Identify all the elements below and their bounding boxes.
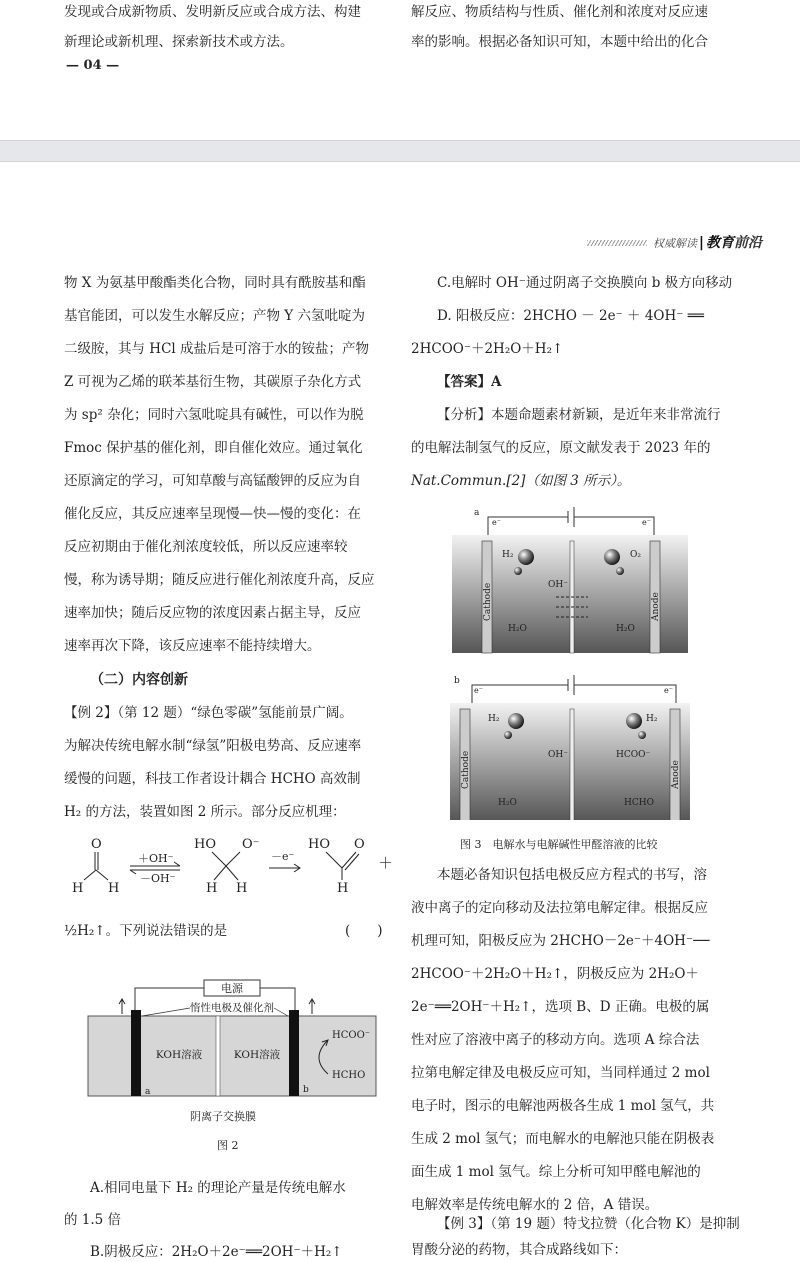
body-line: 面生成 1 mol 氢气。综上分析可知甲醛电解池的 — [411, 1164, 701, 1180]
left-para-line: 慢，称为诱导期；随反应进行催化剂浓度升高，反应 — [64, 572, 375, 588]
figure-2-caption: 图 2 — [217, 1139, 239, 1152]
question-stem-end: ½H₂↑。下列说法错误的是 — [64, 923, 228, 939]
left-solution-label: KOH溶液 — [155, 1049, 203, 1061]
body-line: 电子时，图示的电解池两极各生成 1 mol 氢气，共 — [411, 1098, 715, 1114]
electrode-b — [289, 1010, 299, 1096]
figure-3-caption: 图 3 电解水与电解碱性甲醛溶液的比较 — [460, 838, 658, 851]
body-line: 2HCOO⁻＋2H₂O＋H₂↑，阴极反应为 2H₂O＋ — [411, 966, 699, 982]
electron-label: e⁻ — [664, 686, 673, 695]
atom-h: H — [108, 881, 120, 896]
header-bold-1: 教育 — [706, 235, 734, 251]
left-para-line: 二级胺，其与 HCl 成盐后是可溶于水的铵盐；产物 — [64, 341, 370, 357]
example-3-line: 胃酸分泌的药物，其合成路线如下： — [411, 1242, 627, 1258]
hcoo-label: HCOO⁻ — [616, 750, 651, 760]
right-solution-label: KOH溶液 — [233, 1049, 281, 1061]
reaction-scheme — [64, 832, 394, 902]
oh-label: OH⁻ — [548, 750, 568, 760]
analysis-line: 【分析】本题命题素材新颖，是近年来非常流行 — [437, 407, 721, 423]
membrane — [216, 1016, 220, 1096]
anode-label: Anode — [651, 592, 661, 621]
left-para-line: 速率再次下降，该反应速率不能持续增大。 — [64, 638, 321, 654]
hcoo-label: HCOO⁻ — [332, 1030, 371, 1041]
electron-label: e⁻ — [642, 518, 651, 527]
body-line: 电解效率是传统电解水的 2 倍，A 错误。 — [411, 1197, 659, 1213]
oh-label: OH⁻ — [548, 580, 568, 590]
example-2-line: 为解决传统电解水制“绿氢”阳极电势高、反应速率 — [64, 738, 362, 754]
body-line: 生成 2 mol 氢气；而电解水的电解池只能在阴极表 — [411, 1131, 715, 1147]
page-separator — [0, 140, 800, 162]
option-c: C.电解时 OH⁻通过阴离子交换膜向 b 极方向移动 — [437, 275, 733, 291]
atom-h: H — [337, 881, 349, 896]
atom-o: O — [91, 837, 102, 852]
electron-label: e⁻ — [474, 686, 483, 695]
h2-label: H₂ — [488, 714, 500, 724]
option-d-line-2: 2HCOO⁻＋2H₂O＋H₂↑ — [411, 341, 564, 357]
option-b: B.阴极反应：2H₂O＋2e⁻══2OH⁻＋H₂↑ — [90, 1244, 343, 1260]
left-para-line: 反应初期由于催化剂浓度较低，所以反应速率较 — [64, 539, 348, 555]
top-right-line-2: 率的影响。根据必备知识可知，本题中给出的化合 — [411, 34, 708, 50]
electrode-a-label: a — [145, 1087, 151, 1097]
example-3-line: 【例 3】（第 19 题）特戈拉赞（化合物 K）是抑制 — [437, 1216, 740, 1232]
example-2-line: H₂ 的方法，装置如图 2 所示。部分反应机理： — [64, 804, 346, 820]
body-line: 液中离子的定向移动及法拉第电解定律。根据反应 — [411, 900, 708, 916]
option-a-line-1: A.相同电量下 H₂ 的理论产量是传统电解水 — [90, 1180, 346, 1196]
cathode-label: Cathode — [483, 582, 493, 621]
power-label: 电源 — [221, 982, 243, 995]
left-para-line: 还原滴定的学习，可知草酸与高锰酸钾的反应为自 — [64, 473, 361, 489]
atom-o: O — [354, 837, 365, 852]
left-para-line: 物 X 为氨基甲酸酯类化合物，同时具有酰胺基和酯 — [64, 275, 366, 291]
header-small: 权威解读 — [652, 237, 697, 250]
h2-label: H₂ — [502, 550, 514, 560]
example-2-line: 缓慢的问题，科技工作者设计耦合 HCHO 高效制 — [64, 771, 361, 787]
left-para-line: 基官能团，可以发生水解反应；产物 Y 六氢吡啶为 — [64, 308, 365, 324]
electron-loss-label: －e⁻ — [271, 850, 295, 863]
atom-h: H — [206, 881, 218, 896]
electron-label: e⁻ — [492, 518, 501, 527]
body-line: 本题必备知识包括电极反应方程式的书写，溶 — [437, 867, 707, 883]
o2-label: O₂ — [630, 550, 641, 560]
analysis-line: Nat.Commun.[2]（如图 3 所示）。 — [411, 473, 631, 489]
option-a-line-2: 的 1.5 倍 — [64, 1212, 122, 1228]
h2o-label: H₂O — [498, 798, 517, 808]
body-line: 2e⁻══2OH⁻＋H₂↑，选项 B、D 正确。电极的属 — [411, 999, 710, 1015]
h2o-label: H₂O — [508, 624, 527, 634]
h2-label: H₂ — [646, 714, 658, 724]
answer: 【答案】A — [437, 374, 502, 390]
hcho-label: HCHO — [624, 798, 654, 808]
body-line: 性对应了溶液中离子的移动方向。选项 A 综合法 — [411, 1032, 700, 1048]
header-hatch — [587, 240, 647, 246]
membrane-caption: 阴离子交换膜 — [190, 1110, 256, 1123]
electrode-b-label: b — [303, 1085, 309, 1095]
figure-3 — [448, 505, 692, 820]
top-left-line-2: 新理论或新机理、探索新技术或方法。 — [64, 34, 294, 50]
cathode-label: Cathode — [461, 750, 471, 789]
plus-sign: ＋ — [378, 854, 394, 872]
answer-parentheses: ( ) — [345, 923, 383, 939]
section-title: （二）内容创新 — [90, 672, 188, 688]
equilibrium-reverse-label: －OH⁻ — [140, 872, 176, 885]
top-right-line-1: 解反应、物质结构与性质、催化剂和浓度对反应速 — [411, 4, 708, 20]
atom-h: H — [72, 881, 84, 896]
anode-label: Anode — [671, 760, 681, 789]
left-para-line: 催化反应，其反应速率呈现慢—快—慢的变化：在 — [64, 506, 361, 522]
equilibrium-forward-label: ＋OH⁻ — [138, 852, 174, 865]
left-para-line: 速率加快；随后反应物的浓度因素占据主导，反应 — [64, 605, 361, 621]
header-bold-2: 前沿 — [734, 235, 762, 251]
atom-ho: HO — [194, 837, 216, 852]
electrode-a — [131, 1010, 141, 1096]
panel-a-label: a — [474, 508, 480, 518]
analysis-line: 的电解法制氢气的反应，原文献发表于 2023 年的 — [411, 440, 711, 456]
page-number: — 04 — — [66, 58, 120, 73]
body-line: 拉第电解定律及电极反应可知，当同样通过 2 mol — [411, 1065, 710, 1081]
example-2-line: 【例 2】（第 12 题）“绿色零碳”氢能前景广阔。 — [64, 705, 353, 721]
option-d-line-1: D. 阳极反应：2HCHO － 2e⁻ ＋ 4OH⁻ ══ — [437, 308, 704, 324]
h2o-label: H₂O — [616, 624, 635, 634]
atom-h: H — [236, 881, 248, 896]
hcho-label: HCHO — [332, 1070, 366, 1081]
body-line: 机理可知，阳极反应为 2HCHO－2e⁻＋4OH⁻── — [411, 933, 710, 949]
left-para-line: Fmoc 保护基的催化剂，即自催化效应。通过氧化 — [64, 440, 363, 456]
electrode-label: 惰性电极及催化剂 — [190, 1002, 274, 1014]
atom-ho: HO — [308, 837, 330, 852]
top-left-line-1: 发现或合成新物质、发明新反应或合成方法、构建 — [64, 4, 361, 20]
figure-2-electrolysis-cell — [84, 968, 382, 1103]
panel-b-label: b — [454, 676, 460, 686]
left-para-line: 为 sp² 杂化；同时六氢吡啶具有碱性，可以作为脱 — [64, 407, 364, 423]
left-para-line: Z 可视为乙烯的联苯基衍生物，其碳原子杂化方式 — [64, 374, 362, 390]
journal-header: 权威解读 | 教育前沿 — [587, 232, 762, 252]
atom-o-minus: O⁻ — [242, 837, 260, 852]
